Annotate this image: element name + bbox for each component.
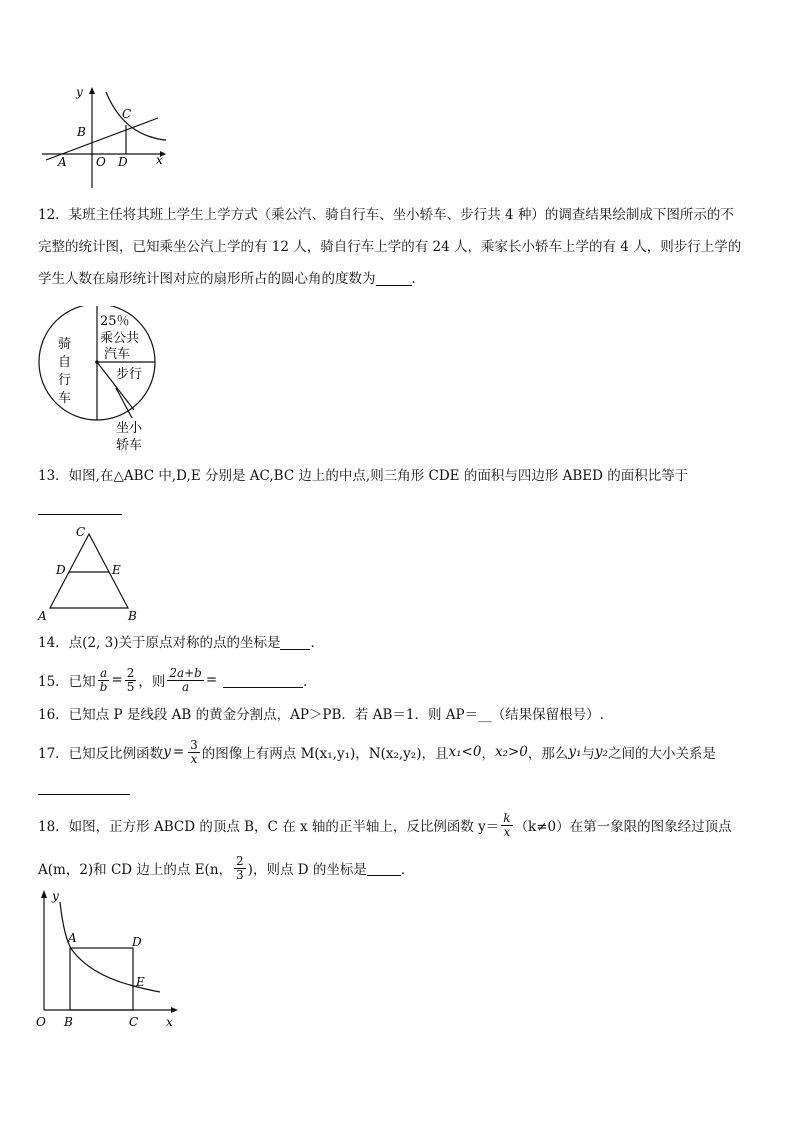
pie-label-car-2: 轿车 bbox=[116, 438, 143, 453]
q17-end: 之间的大小关系是 bbox=[607, 746, 716, 762]
pie-label-bike-1: 骑 bbox=[58, 337, 72, 352]
q15-prefix: 15．已知 bbox=[38, 674, 96, 690]
q14-end: ． bbox=[310, 635, 324, 651]
pie-label-walk: 步行 bbox=[116, 367, 143, 382]
q12-end: ． bbox=[411, 271, 425, 287]
q18-line-1 bbox=[38, 806, 732, 844]
pie-label-percent: 25％ bbox=[100, 314, 130, 329]
condition-x1: x₁<0 bbox=[448, 744, 482, 760]
equals-sign: = bbox=[205, 672, 218, 688]
condition-x2: x₂>0 bbox=[494, 744, 528, 760]
pie-label-bike-3: 行 bbox=[58, 373, 72, 388]
equals-sign: = bbox=[111, 672, 123, 688]
q17-mid: 的图像上有两点 M(x₁,y₁)，N(x₂,y₂)，且 bbox=[201, 746, 449, 762]
q18-line-1a: 18．如图，正方形 ABCD 的顶点 B，C 在 x 轴的正半轴上，反比例函数 y＝ bbox=[38, 819, 500, 835]
q17-with: 与 bbox=[581, 746, 595, 762]
q14-text: 14．点(2, 3)关于原点对称的点的坐标是 bbox=[38, 635, 281, 651]
frac-num: 2 bbox=[236, 853, 244, 868]
fraction-3-over-x bbox=[188, 739, 200, 766]
q15-end: ． bbox=[303, 674, 317, 690]
pie-label-car-1: 坐小 bbox=[116, 421, 143, 436]
var-y1: y₁ bbox=[568, 744, 582, 760]
label-a: A bbox=[58, 155, 67, 169]
q12-line-1: 12．某班主任将其班上学生上学方式（乘公汽、骑自行车、坐小轿车、步行共 4 种）的调查结果绘制成下图所示的不 bbox=[38, 207, 734, 223]
frac-den: 5 bbox=[126, 679, 135, 694]
q17-answer-blank bbox=[38, 780, 130, 795]
frac-num: k bbox=[503, 810, 511, 825]
label-d: D bbox=[132, 935, 142, 949]
label-y: y bbox=[52, 889, 59, 903]
frac-num: 2 bbox=[126, 665, 135, 680]
label-c: C bbox=[129, 1015, 139, 1029]
label-x: x bbox=[156, 153, 163, 167]
q12-line-3 bbox=[38, 270, 425, 288]
fraction-2-over-3 bbox=[234, 855, 246, 882]
q12-line-2: 完整的统计图，已知乘坐公汽上学的有 12 人，骑自行车上学的有 24 人，乘家长小轿车上学的有 4 人，则步行上学的 bbox=[38, 239, 742, 255]
fraction-2-over-5 bbox=[125, 667, 137, 694]
frac-num: 2a+b bbox=[169, 665, 202, 680]
figure-q18 bbox=[32, 888, 182, 1034]
answer-blank bbox=[223, 673, 303, 688]
label-a: A bbox=[38, 609, 47, 623]
pie-label-bike-2: 自 bbox=[58, 355, 72, 370]
fraction-k-over-x bbox=[501, 812, 512, 839]
figure-q13-triangle bbox=[36, 522, 146, 624]
label-o: O bbox=[36, 1015, 46, 1029]
fraction-2a-plus-b-over-a bbox=[167, 667, 204, 694]
label-x: x bbox=[166, 1015, 173, 1029]
answer-blank bbox=[280, 635, 310, 650]
q12-line-3-text: 学生人数在扇形统计图对应的扇形所占的圆心角的度数为 bbox=[38, 271, 376, 287]
figure-q11 bbox=[36, 84, 172, 192]
var-y2: y₂ bbox=[594, 744, 608, 760]
fraction-a-over-b bbox=[98, 667, 110, 694]
pie-label-bike-4: 车 bbox=[58, 391, 72, 406]
pie-label-bus-1: 乘公共 bbox=[100, 331, 140, 346]
label-d: D bbox=[56, 563, 66, 577]
hyperbola-curve bbox=[60, 902, 160, 992]
q18-line-2 bbox=[38, 849, 414, 887]
q15-mid: ，则 bbox=[138, 674, 166, 690]
label-d: D bbox=[118, 155, 128, 169]
frac-den: b bbox=[99, 679, 108, 694]
q18-line-2a: A(m，2)和 CD 边上的点 E(n， bbox=[38, 862, 233, 878]
q18-end: ． bbox=[400, 862, 415, 878]
label-e: E bbox=[112, 563, 121, 577]
q17-sep: ， bbox=[481, 746, 495, 762]
frac-num: 3 bbox=[190, 737, 198, 752]
q17-prefix: 17．已知反比例函数 bbox=[38, 746, 164, 762]
label-e: E bbox=[136, 975, 145, 989]
label-b: B bbox=[128, 609, 137, 623]
frac-num: a bbox=[99, 665, 108, 680]
frac-den: a bbox=[182, 679, 190, 694]
frac-den: x bbox=[190, 751, 198, 766]
answer-blank bbox=[376, 271, 412, 286]
q15-line bbox=[38, 663, 317, 697]
square-abcd bbox=[70, 948, 133, 1010]
q14-line bbox=[38, 634, 324, 652]
answer-blank bbox=[367, 861, 401, 876]
q13-text: 13．如图,在△ABC 中,D,E 分别是 AC,BC 边上的中点,则三角形 CDE 的面积与四边形 ABED 的面积比等于 bbox=[38, 468, 689, 484]
label-c: C bbox=[122, 107, 132, 121]
label-a: A bbox=[68, 931, 77, 945]
label-b: B bbox=[64, 1015, 73, 1029]
label-o: O bbox=[96, 155, 106, 169]
q18-line-2b: )，则点 D 的坐标是 bbox=[247, 862, 367, 878]
var-y: y bbox=[163, 744, 171, 760]
hyperbola-curve bbox=[106, 92, 166, 140]
q17-line bbox=[38, 734, 716, 770]
frac-den: 3 bbox=[236, 867, 244, 882]
frac-den: x bbox=[503, 824, 511, 839]
label-b: B bbox=[77, 125, 86, 139]
q16-text: 16．已知点 P 是线段 AB 的黄金分割点，AP＞PB．若 AB＝1．则 AP＝__（结果保留根号）. bbox=[38, 707, 604, 723]
q13-answer-blank bbox=[38, 500, 122, 515]
figure-q12-pie bbox=[36, 306, 166, 456]
label-y: y bbox=[76, 85, 83, 99]
label-c: C bbox=[76, 525, 86, 539]
q17-tail: ，那么 bbox=[527, 746, 569, 762]
q18-line-1b: （k≠0）在第一象限的图象经过顶点 bbox=[514, 819, 732, 835]
equals-sign: = bbox=[172, 744, 185, 760]
pie-label-bus-2: 汽车 bbox=[104, 347, 131, 362]
